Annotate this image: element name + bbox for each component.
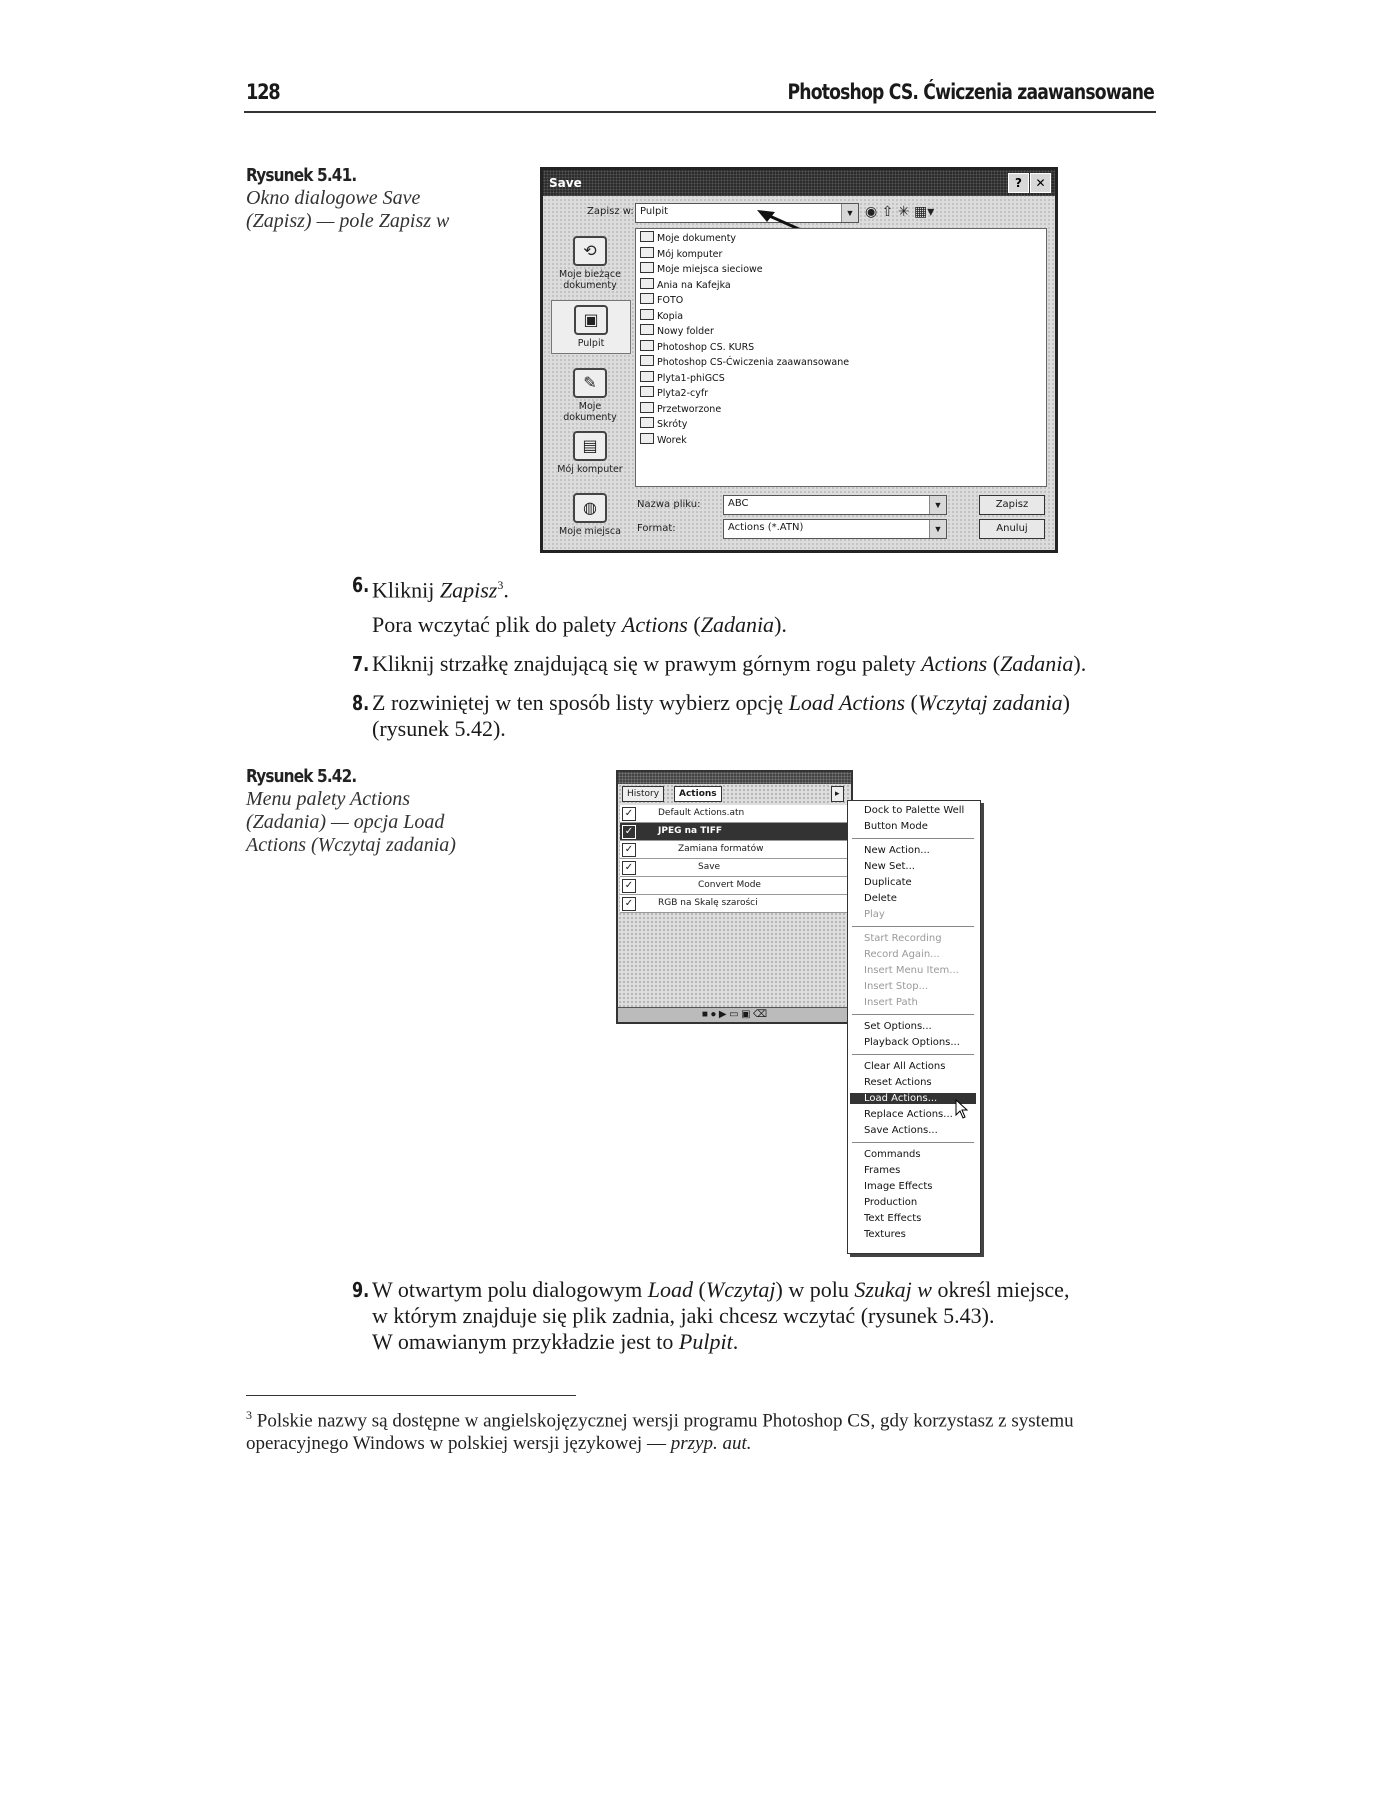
menu-separator [852, 1142, 974, 1143]
footnote-mark: 3 [246, 1408, 252, 1422]
filename-field[interactable] [723, 495, 947, 515]
menu-item[interactable]: Save Actions... [864, 1125, 938, 1136]
place-recent[interactable]: ⟲ Moje bieżące dokumenty [551, 236, 629, 291]
menu-item[interactable]: Insert Menu Item... [864, 965, 959, 976]
menu-item[interactable]: Reset Actions [864, 1077, 932, 1088]
place-documents[interactable]: ✎ Moje dokumenty [551, 368, 629, 423]
places-bar [551, 228, 629, 538]
check-icon[interactable]: ✓ [622, 843, 636, 857]
figure-caption-5-41 [246, 164, 476, 233]
save-button[interactable]: Zapisz [979, 495, 1045, 515]
menu-item[interactable]: Play [864, 909, 885, 920]
action-row[interactable]: ✓ Save [620, 859, 847, 877]
action-row[interactable]: ✓ Zamiana formatów [620, 841, 847, 859]
lookin-value: Pulpit [640, 206, 669, 217]
figure-caption-5-42 [246, 765, 476, 857]
menu-item[interactable]: Playback Options... [864, 1037, 960, 1048]
menu-item[interactable]: Frames [864, 1165, 901, 1176]
list-item[interactable]: FOTO [640, 293, 683, 306]
step-number: 6. [352, 573, 370, 597]
close-icon[interactable]: ✕ [1030, 173, 1051, 193]
figure-number: Rysunek 5.41. [246, 165, 357, 186]
computer-icon: ▤ [573, 431, 607, 461]
step-9: 9. W otwartym polu dialogowym Load (Wczytaj) w polu Szukaj w określ miejsce, w którym znajduje się plik zadnia, jaki chcesz wczytać (rysunek 5.43). W omawianym przykładzie jest to Pulpit. [352, 1277, 1070, 1354]
running-title: Photoshop CS. Ćwiczenia zaawansowane [787, 80, 1154, 104]
chevron-down-icon[interactable]: ▼ [929, 496, 946, 514]
menu-item[interactable]: New Action... [864, 845, 930, 856]
palette-titlebar [618, 772, 851, 784]
menu-item-load-actions[interactable]: Load Actions... [850, 1093, 976, 1104]
action-row[interactable]: ✓ Default Actions.atn [620, 805, 847, 823]
place-desktop[interactable]: ▣ Pulpit [551, 300, 631, 354]
menu-item[interactable]: Replace Actions... [864, 1109, 953, 1120]
place-computer[interactable]: ▤ Mój komputer [551, 431, 629, 475]
menu-separator [852, 1014, 974, 1015]
action-row[interactable]: ✓ JPEG na TIFF [620, 823, 847, 841]
menu-separator [852, 926, 974, 927]
menu-item[interactable]: Dock to Palette Well [864, 805, 965, 816]
list-item[interactable]: Plyta1-phiGCS [640, 371, 725, 384]
menu-item[interactable]: Image Effects [864, 1181, 933, 1192]
dialog-titlebar [543, 170, 1055, 196]
check-icon[interactable]: ✓ [622, 897, 636, 911]
footnote-rule [246, 1395, 576, 1396]
list-item[interactable]: Mój komputer [640, 247, 722, 260]
step-6: 6. Kliknij Zapisz$^3$. [352, 573, 509, 603]
menu-item[interactable]: Production [864, 1197, 918, 1208]
palette-menu-arrow-icon[interactable]: ▸ [831, 786, 844, 802]
check-icon[interactable]: ✓ [622, 825, 636, 839]
cancel-button[interactable]: Anuluj [979, 519, 1045, 539]
chevron-down-icon[interactable]: ▼ [929, 520, 946, 538]
check-icon[interactable]: ✓ [622, 807, 636, 821]
lookin-label: Zapisz w: [587, 206, 634, 217]
tab-history[interactable]: History [622, 786, 664, 802]
palette-menu [847, 800, 981, 1254]
menu-item[interactable]: New Set... [864, 861, 915, 872]
step-number: 8. [352, 691, 370, 715]
filename-label: Nazwa pliku: [637, 499, 701, 510]
footnote: $^3$ Polskie nazwy są dostępne w angielskojęzycznej wersji programu Photoshop CS, gdy korzystasz z systemu operacyjnego Windows w polskiej wersji językowej — przyp. aut. [246, 1408, 1074, 1455]
menu-item[interactable]: Duplicate [864, 877, 912, 888]
documents-icon: ✎ [573, 368, 607, 398]
figure-caption-text: Menu palety Actions (Zadania) — opcja Load Actions (Wczytaj zadania) [246, 788, 456, 856]
lookin-combo[interactable] [635, 203, 859, 223]
figure-number: Rysunek 5.42. [246, 766, 357, 787]
list-item[interactable]: Kopia [640, 309, 683, 322]
header-rule [244, 111, 1156, 113]
menu-item[interactable]: Commands [864, 1149, 921, 1160]
dialog-title: Save [549, 176, 582, 190]
menu-item[interactable]: Button Mode [864, 821, 928, 832]
menu-separator [852, 1054, 974, 1055]
list-item[interactable]: Przetworzone [640, 402, 721, 415]
list-item[interactable]: Moje miejsca sieciowe [640, 262, 763, 275]
page-number: 128 [246, 80, 280, 104]
menu-item[interactable]: Text Effects [864, 1213, 922, 1224]
menu-item[interactable]: Set Options... [864, 1021, 932, 1032]
check-icon[interactable]: ✓ [622, 861, 636, 875]
footnote-ref: 3 [497, 578, 504, 592]
step-number: 9. [352, 1278, 370, 1302]
chevron-down-icon[interactable]: ▼ [841, 204, 858, 222]
menu-separator [852, 838, 974, 839]
format-label: Format: [637, 523, 676, 534]
tab-actions[interactable]: Actions [674, 786, 722, 802]
list-item[interactable]: Plyta2-cyfr [640, 386, 708, 399]
step-6-note: Pora wczytać plik do palety Actions (Zadania). [372, 612, 787, 637]
desktop-icon: ▣ [574, 305, 608, 335]
list-item[interactable]: Worek [640, 433, 687, 446]
place-network[interactable]: ◍ Moje miejsca [551, 493, 629, 537]
menu-item[interactable]: Clear All Actions [864, 1061, 946, 1072]
list-item[interactable]: Moje dokumenty [640, 231, 736, 244]
format-value: Actions (*.ATN) [728, 522, 804, 533]
action-row[interactable]: ✓ Convert Mode [620, 877, 847, 895]
recent-documents-icon: ⟲ [573, 236, 607, 266]
menu-item[interactable]: Delete [864, 893, 897, 904]
list-item[interactable]: Photoshop CS. KURS [640, 340, 754, 353]
list-item[interactable]: Nowy folder [640, 324, 714, 337]
list-item[interactable]: Ania na Kafejka [640, 278, 731, 291]
filename-value: ABC [728, 498, 749, 509]
menu-item[interactable]: Start Recording [864, 933, 942, 944]
figure-caption-text: Okno dialogowe Save (Zapisz) — pole Zapisz w [246, 187, 450, 232]
step-number: 7. [352, 652, 370, 676]
menu-item[interactable]: Record Again... [864, 949, 940, 960]
mouse-cursor-icon [955, 1099, 969, 1119]
check-icon[interactable]: ✓ [622, 879, 636, 893]
menu-item[interactable]: Insert Stop... [864, 981, 929, 992]
palette-toolbar[interactable]: ■ ● ▶ ▭ ▣ ⌫ [618, 1007, 851, 1022]
list-item[interactable]: Photoshop CS-Ćwiczenia zaawansowane [640, 355, 849, 368]
step-7: 7. Kliknij strzałkę znajdującą się w prawym górnym rogu palety Actions (Zadania). [352, 651, 1087, 676]
format-select[interactable] [723, 519, 947, 539]
menu-item[interactable]: Textures [864, 1229, 906, 1240]
menu-item[interactable]: Insert Path [864, 997, 918, 1008]
action-row[interactable]: ✓ RGB na Skalę szarości [620, 895, 847, 913]
step-8: 8. Z rozwiniętej w ten sposób listy wybierz opcję Load Actions (Wczytaj zadania) (rysunek 5.42). [352, 690, 1070, 741]
network-icon: ◍ [573, 493, 607, 523]
help-icon[interactable]: ? [1008, 173, 1029, 193]
list-item[interactable]: Skróty [640, 417, 687, 430]
save-dialog [540, 167, 1058, 553]
file-list [635, 228, 1047, 487]
toolbar-icons[interactable]: ◉ ⇧ ✳ ▦▾ [865, 204, 935, 220]
actions-palette [616, 770, 853, 1024]
